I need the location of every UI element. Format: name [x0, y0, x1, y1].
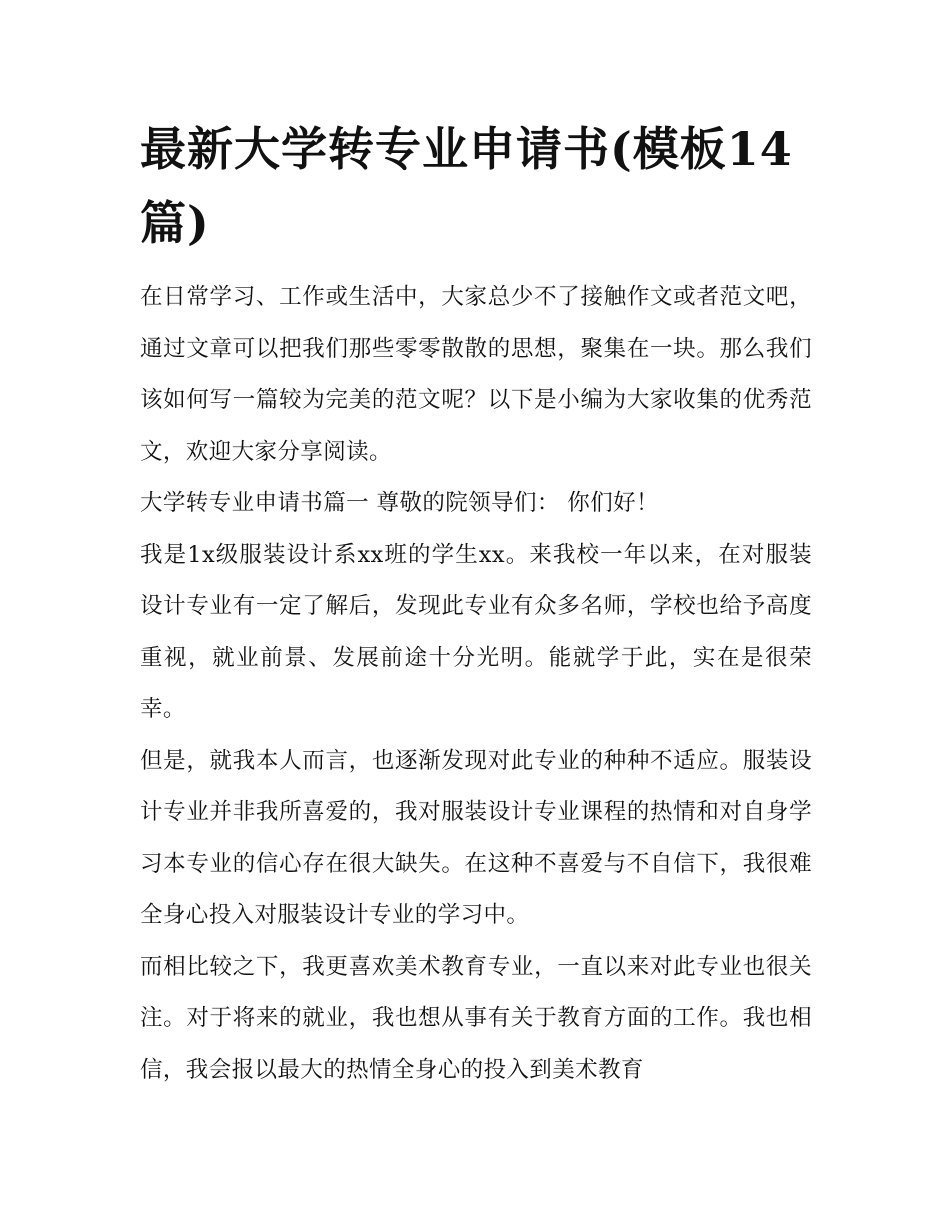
document-body	[140, 112, 812, 1096]
paragraph-intro: 在日常学习、工作或生活中，大家总少不了接触作文或者范文吧，通过文章可以把我们那些零零散散的思想，聚集在一块。那么我们该如何写一篇较为完美的范文呢？以下是小编为大家收集的优秀范文，欢迎大家分享阅读。	[140, 284, 812, 465]
paragraph-background: 我是1x级服装设计系xx班的学生xx。来我校一年以来，在对服装设计专业有一定了解后，发现此专业有众多名师，学校也给予高度重视，就业前景、发展前途十分光明。能就学于此，实在是很荣幸。	[140, 541, 812, 722]
document-title: 最新大学转专业申请书(模板14篇)	[140, 122, 793, 250]
paragraph-reason: 但是，就我本人而言，也逐渐发现对此专业的种种不适应。服装设计专业并非我所喜爱的，我对服装设计专业课程的热情和对自身学习本专业的信心存在很大缺失。在这种不喜爱与不自信下，我很难全身心投入对服装设计专业的学习中。	[140, 747, 812, 928]
paragraph-preference: 而相比较之下，我更喜欢美术教育专业，一直以来对此专业也很关注。对于将来的就业，我也想从事有关于教育方面的工作。我也相信，我会报以最大的热情全身心的投入到美术教育	[140, 953, 812, 1083]
paragraph-salutation: 大学转专业申请书篇一 尊敬的院领导们： 你们好！	[140, 490, 659, 516]
